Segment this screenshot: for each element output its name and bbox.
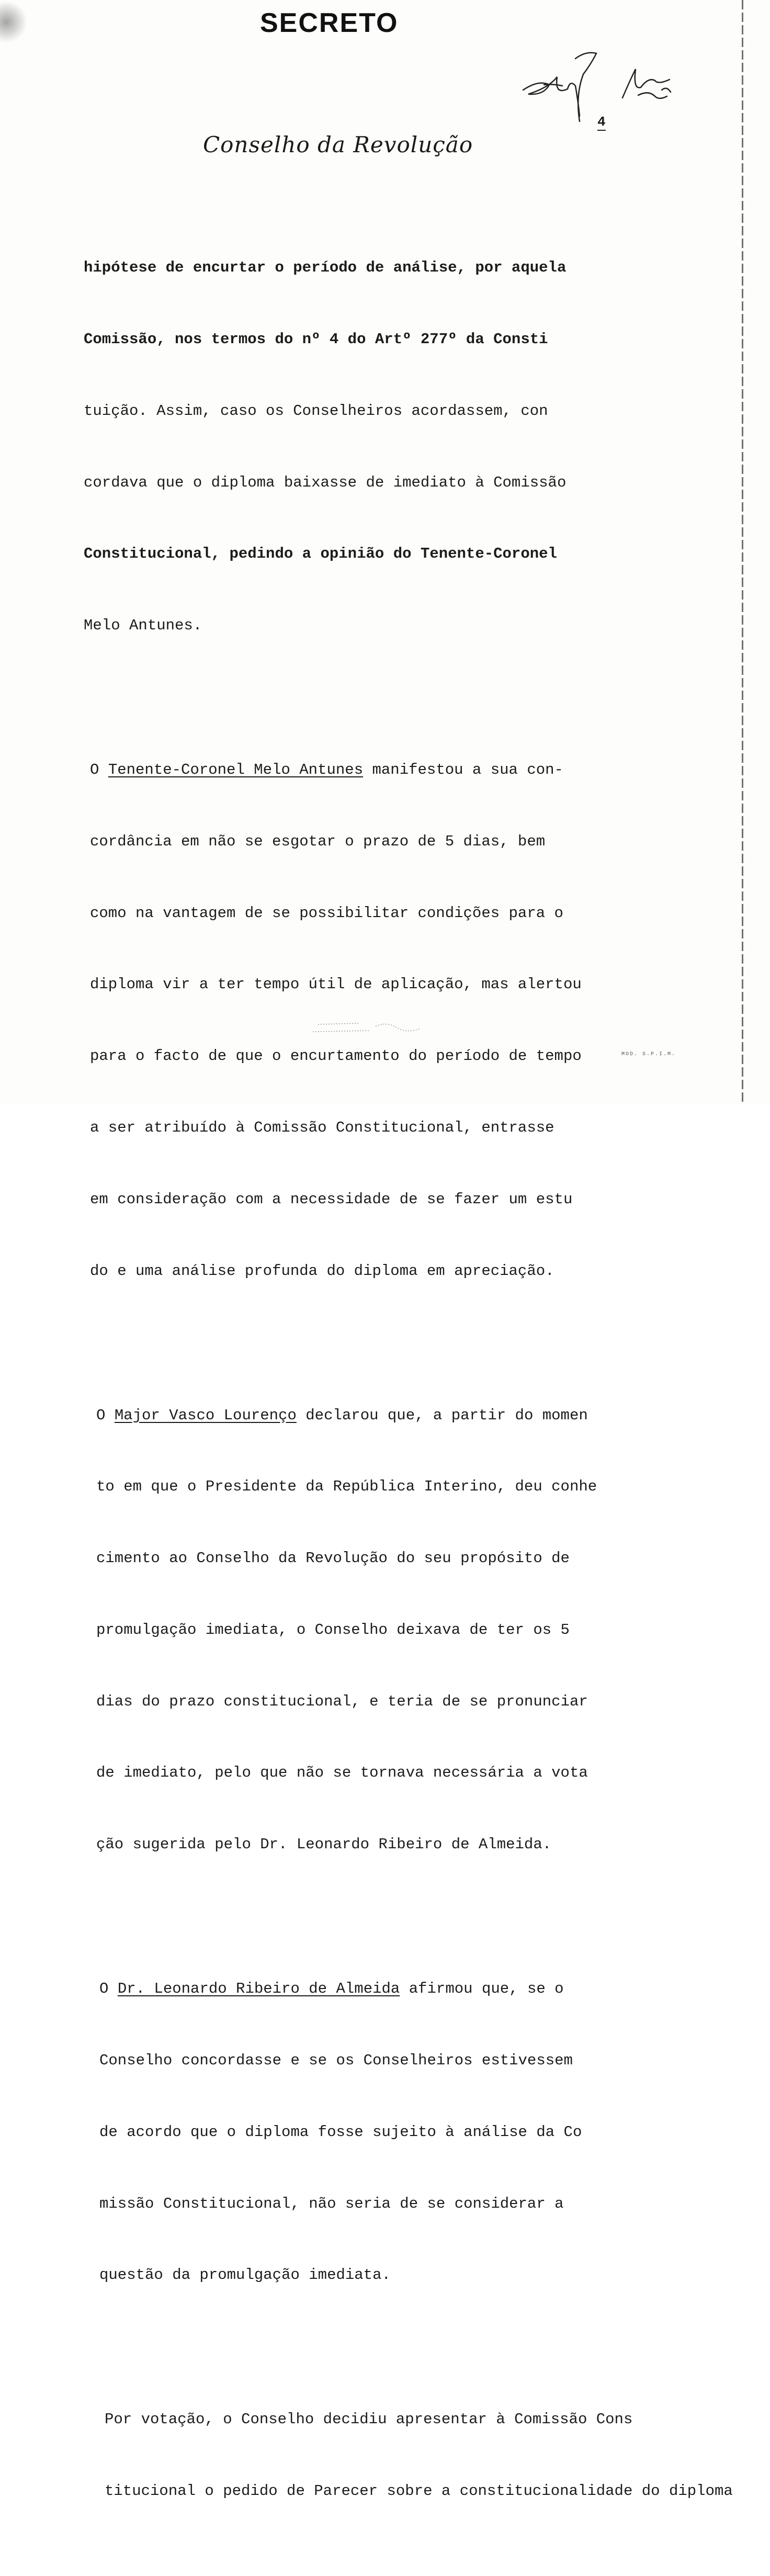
text-line: missão Constitucional, não seria de se considerar a: [99, 2195, 564, 2212]
paragraph-3: [84, 1355, 680, 1904]
text-line: cimento ao Conselho da Revolução do seu propósito de: [96, 1550, 570, 1567]
text-line: promulgação imediata, o Conselho deixava de ter os 5: [96, 1621, 570, 1639]
text-line: hipótese de encurtar o período de análise, por aquela: [84, 259, 567, 277]
letterhead-title: Conselho da Revolução: [203, 132, 473, 157]
text-line: Por votação, o Conselho decidiu apresentar à Comissão Cons: [105, 2411, 633, 2428]
scan-artifact: [0, 0, 31, 73]
text-fragment: manifestou a sua con-: [363, 761, 563, 779]
text-line: O Major Vasco Lourenço declarou que, a partir do momen: [96, 1406, 588, 1424]
text-fragment: afirmou que, se o: [400, 1980, 564, 1998]
text-line: Conselho concordasse e se os Conselheiros estivessem: [99, 2051, 573, 2069]
text-line: titucional o pedido de Parecer sobre a constitucionalidade do diploma: [105, 2482, 733, 2500]
text-line: O Dr. Leonardo Ribeiro de Almeida afirmou que, se o: [99, 1980, 564, 1998]
text-line: dias do prazo constitucional, e teria de se pronunciar: [96, 1692, 588, 1710]
text-line: Melo Antunes.: [84, 617, 202, 635]
form-code: MOD. S.P.I.M.: [621, 1052, 676, 1057]
classification-stamp: SECRETO: [260, 8, 399, 38]
text-line: de imediato, pelo que não se tornava necessária a vota: [96, 1764, 588, 1782]
text-fragment: declarou que, a partir do momen: [296, 1406, 588, 1424]
text-line: de acordo que o diploma fosse sujeito à análise da Co: [99, 2123, 582, 2141]
document-body: [84, 208, 733, 2576]
text-line: tuição. Assim, caso os Conselheiros acordassem, con: [84, 402, 548, 420]
paragraph-4: [84, 1929, 680, 2335]
text-line: to em que o Presidente da República Interino, deu conhe: [96, 1478, 597, 1496]
paragraph-5: [84, 2360, 733, 2551]
page-number: 4: [597, 114, 606, 130]
text-line: do e uma análise profunda do diploma em apreciação.: [90, 1262, 554, 1280]
speaker-name: Dr. Leonardo Ribeiro de Almeida: [117, 1980, 400, 1998]
speaker-name: Tenente-Coronel Melo Antunes: [108, 761, 364, 779]
text-line: a ser atribuído à Comissão Constitucional, entrasse: [90, 1118, 554, 1136]
text-line: questão da promulgação imediata.: [99, 2266, 391, 2284]
text-line: diploma vir a ter tempo útil de aplicação, mas alertou: [90, 976, 582, 993]
text-line: como na vantagem de se possibilitar condições para o: [90, 904, 563, 922]
text-line: em consideração com a necessidade de se fazer um estu: [90, 1190, 573, 1208]
text-line: cordava que o diploma baixasse de imediato à Comissão: [84, 473, 567, 491]
text-line: Constitucional, pedindo a opinião do Tenente-Coronel: [84, 545, 557, 563]
text-line: para o facto de que o encurtamento do período de tempo: [90, 1047, 582, 1065]
text-line: Comissão, nos termos do nº 4 do Artº 277º da Consti: [84, 330, 548, 348]
text-line: O Tenente-Coronel Melo Antunes manifestou a sua con-: [90, 761, 563, 779]
faded-stamp: [308, 1017, 428, 1038]
text-line: cordância em não se esgotar o prazo de 5 dias, bem: [90, 832, 546, 850]
paragraph-1: [84, 208, 680, 685]
page-edge-line: [742, 0, 743, 1105]
text-line: ção sugerida pelo Dr. Leonardo Ribeiro de Almeida.: [96, 1836, 552, 1854]
speaker-name: Major Vasco Lourenço: [114, 1406, 297, 1424]
